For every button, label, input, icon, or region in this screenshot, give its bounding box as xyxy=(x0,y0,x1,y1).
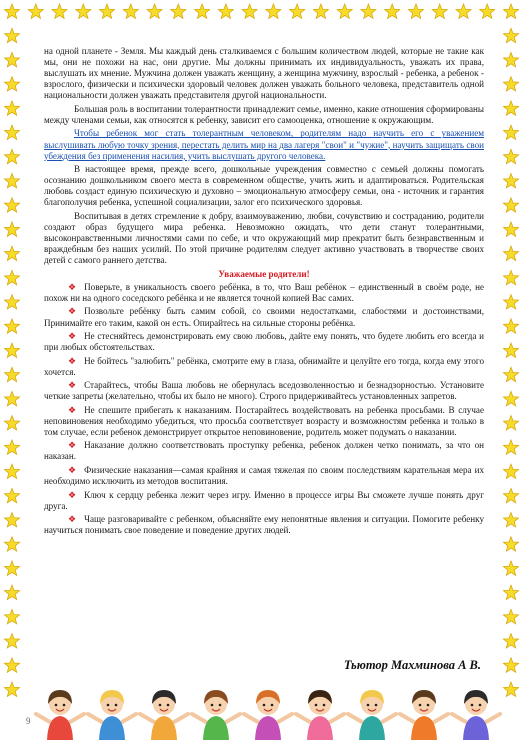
advice-text: Не стесняйтесь демонстрировать ему свою любовь, дайте ему понять, что будете любить его всегда и при любых обстоятельствах. xyxy=(44,330,484,353)
heading-dear-parents: Уважаемые родители! xyxy=(218,268,310,279)
advice-text: Физические наказания—самая крайняя и самая тяжелая по своим последствиям карательная мера их необходимо исключить из методов воспитания. xyxy=(44,464,484,487)
star-icon xyxy=(123,4,138,19)
paragraph-4: В настоящее время, прежде всего, дошкольные учреждения совместно с семьей должны помогать осознанию дошкольником своего места в современном обществе, учить жить и адаптироваться. Родительская любовь создаст единую психическую и духовно – эмоциональную атмосферу семьи, она - источник и гарантия благополучия ребенка, успешной социализации, залог его психического здоровья. xyxy=(44,164,484,208)
paragraph-1: на одной планете - Земля. Мы каждый день сталкиваемся с большим количеством людей, которые не такие как мы, они не похожи на нас, они другие. Мы должны принимать их индивидуальность, уважать их права, выслушать их мнение. Мужчина должен уважать женщину, а женщина мужчину, взрослый - ребенка, а ребенок - взрослого, физически и психически здоровый человек должен уважать больного человека, представитель одной национальности должен уважать представителя другой национальности. xyxy=(44,46,484,101)
star-icon xyxy=(4,561,19,576)
star-icon xyxy=(4,513,19,528)
star-icon xyxy=(52,4,67,19)
advice-item xyxy=(44,331,484,353)
child-figure xyxy=(348,690,396,740)
page-number: 9 xyxy=(26,716,31,726)
star-icon xyxy=(503,416,518,431)
star-icon xyxy=(4,149,19,164)
star-icon xyxy=(76,4,91,19)
star-icon xyxy=(503,585,518,600)
diamond-bullet-icon: ❖ xyxy=(68,306,77,317)
star-icon xyxy=(337,4,352,19)
star-icon xyxy=(503,270,518,284)
diamond-bullet-icon: ❖ xyxy=(68,281,77,292)
star-icon xyxy=(408,4,423,19)
star-icon xyxy=(503,440,518,454)
advice-item xyxy=(44,380,484,402)
star-icon xyxy=(242,4,257,19)
star-icon xyxy=(290,4,305,19)
star-icon xyxy=(503,52,518,67)
star-icon xyxy=(456,4,471,19)
star-icon xyxy=(4,343,19,358)
diamond-bullet-icon: ❖ xyxy=(68,489,77,500)
star-icon xyxy=(266,4,281,19)
star-icon xyxy=(4,464,19,478)
star-icon xyxy=(4,319,19,334)
star-icon xyxy=(4,391,19,406)
star-icon xyxy=(4,222,19,237)
child-figure xyxy=(192,690,240,740)
star-icon xyxy=(503,343,518,358)
child-figure xyxy=(88,690,136,740)
star-icon xyxy=(503,391,518,406)
advice-text: Не спешите прибегать к наказаниям. Постарайтесь воздействовать на ребенка просьбами. В случае неповиновения необходимо убедиться, что просьба соответствует возрасту и возможностям ребенка и только в том случае, если ребенок демонстрирует открытое неповиновение, родитель может подумать о наказании. xyxy=(44,404,484,437)
star-icon xyxy=(503,367,518,382)
star-icon xyxy=(503,537,518,552)
star-icon xyxy=(503,609,518,623)
star-icon xyxy=(4,488,19,503)
star-icon xyxy=(503,295,518,309)
star-icon xyxy=(4,609,19,623)
star-icon xyxy=(28,4,43,19)
star-icon xyxy=(4,682,19,697)
star-icon xyxy=(503,319,518,334)
star-icon xyxy=(4,52,19,67)
advice-item xyxy=(44,405,484,438)
star-icon xyxy=(503,28,518,43)
star-icon xyxy=(4,367,19,382)
star-icon xyxy=(147,4,162,19)
star-icon xyxy=(503,634,518,648)
advice-text: Ключ к сердцу ребенка лежит через игру. Именно в процессе игры Вы сможете лучше понять друг друга. xyxy=(44,489,484,511)
star-icon xyxy=(503,488,518,503)
star-icon xyxy=(503,101,518,115)
child-figure xyxy=(296,690,344,740)
paragraph-2: Большая роль в воспитании толерантности принадлежит семье, именно, какие отношения сформированы между членами семьи, как относятся к ребенку, зависит его самооценка, отношение к окружающим. xyxy=(44,103,484,125)
advice-text: Наказание должно соответствовать проступку ребенка, ребенок должен четко понимать, за что он наказан. xyxy=(44,440,484,462)
child-figure xyxy=(400,690,448,740)
advice-item xyxy=(44,514,484,536)
star-icon xyxy=(4,101,19,115)
star-icon xyxy=(313,4,328,19)
star-icon xyxy=(4,416,19,431)
advice-text: Поверьте, в уникальность своего ребёнка, в то, что Ваш ребёнок – единственный в своём роде, не похож ни на одного соседского ребёнка и не является точной копией Вас самих. xyxy=(44,281,484,303)
advice-text: Чаще разговаривайте с ребенком, объясняйте ему непонятные явления и ситуации. Помогите ребенку научиться понимать свое поведение и поведение других людей. xyxy=(44,514,484,536)
star-icon xyxy=(503,222,518,237)
star-icon xyxy=(503,464,518,478)
star-icon xyxy=(195,4,210,19)
paragraph-5: Воспитывая в детях стремление к добру, взаимоуважению, любви, сочувствию и состраданию, родители создают образ будущего мира ребенка. Невозможно ожидать, что дети станут толерантными, высоконравственными личностями сами по себе, и что окружающий мир прекратит быть безнравственным и враждебным без наших усилий. По этой причине родителям следует активно участвовать в творчестве своих детей с самого раннего детства. xyxy=(44,210,484,266)
child-figure xyxy=(452,690,500,740)
star-icon xyxy=(4,125,19,139)
star-icon xyxy=(503,77,518,92)
diamond-bullet-icon: ❖ xyxy=(68,330,77,341)
diamond-bullet-icon: ❖ xyxy=(68,404,77,415)
star-icon xyxy=(480,4,495,19)
advice-item xyxy=(44,306,484,328)
star-icon xyxy=(503,246,518,261)
star-icon xyxy=(503,4,518,19)
advice-item xyxy=(44,440,484,462)
star-icon xyxy=(385,4,400,19)
paragraph-3-link[interactable]: Чтобы ребенок мог стать толерантным человеком, родителям надо научить его с уважением выслушивать любую точку зрения, перестать делить мир на два лагеря "свои" и "чужие", научить защищать свои убеждения без применения насилия, учить выслушать другого человека. xyxy=(44,128,484,161)
star-icon xyxy=(4,270,19,284)
star-icon xyxy=(4,198,19,213)
star-icon xyxy=(503,561,518,576)
star-icon xyxy=(99,4,114,19)
child-figure xyxy=(36,690,84,740)
star-icon xyxy=(171,4,186,19)
advice-item xyxy=(44,465,484,487)
star-icon xyxy=(4,537,19,552)
star-icon xyxy=(4,28,19,43)
advice-item xyxy=(44,490,484,512)
star-icon xyxy=(503,174,518,189)
star-icon xyxy=(503,513,518,528)
star-icon xyxy=(218,4,233,19)
diamond-bullet-icon: ❖ xyxy=(68,355,77,366)
star-icon xyxy=(4,174,19,189)
advice-item xyxy=(44,356,484,378)
star-icon xyxy=(4,658,19,673)
star-icon xyxy=(503,125,518,139)
document-body xyxy=(44,46,484,539)
diamond-bullet-icon: ❖ xyxy=(68,380,77,391)
advice-list xyxy=(44,282,484,536)
diamond-bullet-icon: ❖ xyxy=(68,514,77,525)
star-icon xyxy=(503,198,518,213)
advice-text: Позвольте ребёнку быть самим собой, со своими недостатками, слабостями и достоинствами, Принимайте его таким, какой он есть. Опирайтесь на сильные стороны ребёнка. xyxy=(44,306,484,328)
star-icon xyxy=(4,4,19,19)
star-icon xyxy=(432,4,447,19)
child-figure xyxy=(140,690,188,740)
diamond-bullet-icon: ❖ xyxy=(68,464,77,475)
diamond-bullet-icon: ❖ xyxy=(68,440,77,451)
advice-text: Не бойтесь "залюбить" ребёнка, смотрите ему в глаза, обнимайте и целуйте его тогда, когда ему этого хочется. xyxy=(44,355,484,377)
children-illustration xyxy=(20,684,503,740)
advice-text: Старайтесь, чтобы Ваша любовь не обернулась вседозволенностью и безнадзорностью. Установите четкие запреты (желательно, чтобы их было не много). Строго придерживайтесь установленных запретов. xyxy=(44,380,484,402)
star-icon xyxy=(361,4,376,19)
star-icon xyxy=(503,682,518,697)
star-icon xyxy=(4,246,19,261)
advice-item xyxy=(44,282,484,304)
star-icon xyxy=(4,440,19,454)
star-icon xyxy=(4,295,19,309)
star-icon xyxy=(4,634,19,648)
star-icon xyxy=(4,585,19,600)
star-icon xyxy=(4,77,19,92)
signature: Тьютор Махминова А В. xyxy=(343,658,481,672)
star-icon xyxy=(503,658,518,673)
child-figure xyxy=(244,690,292,740)
star-icon xyxy=(503,149,518,164)
